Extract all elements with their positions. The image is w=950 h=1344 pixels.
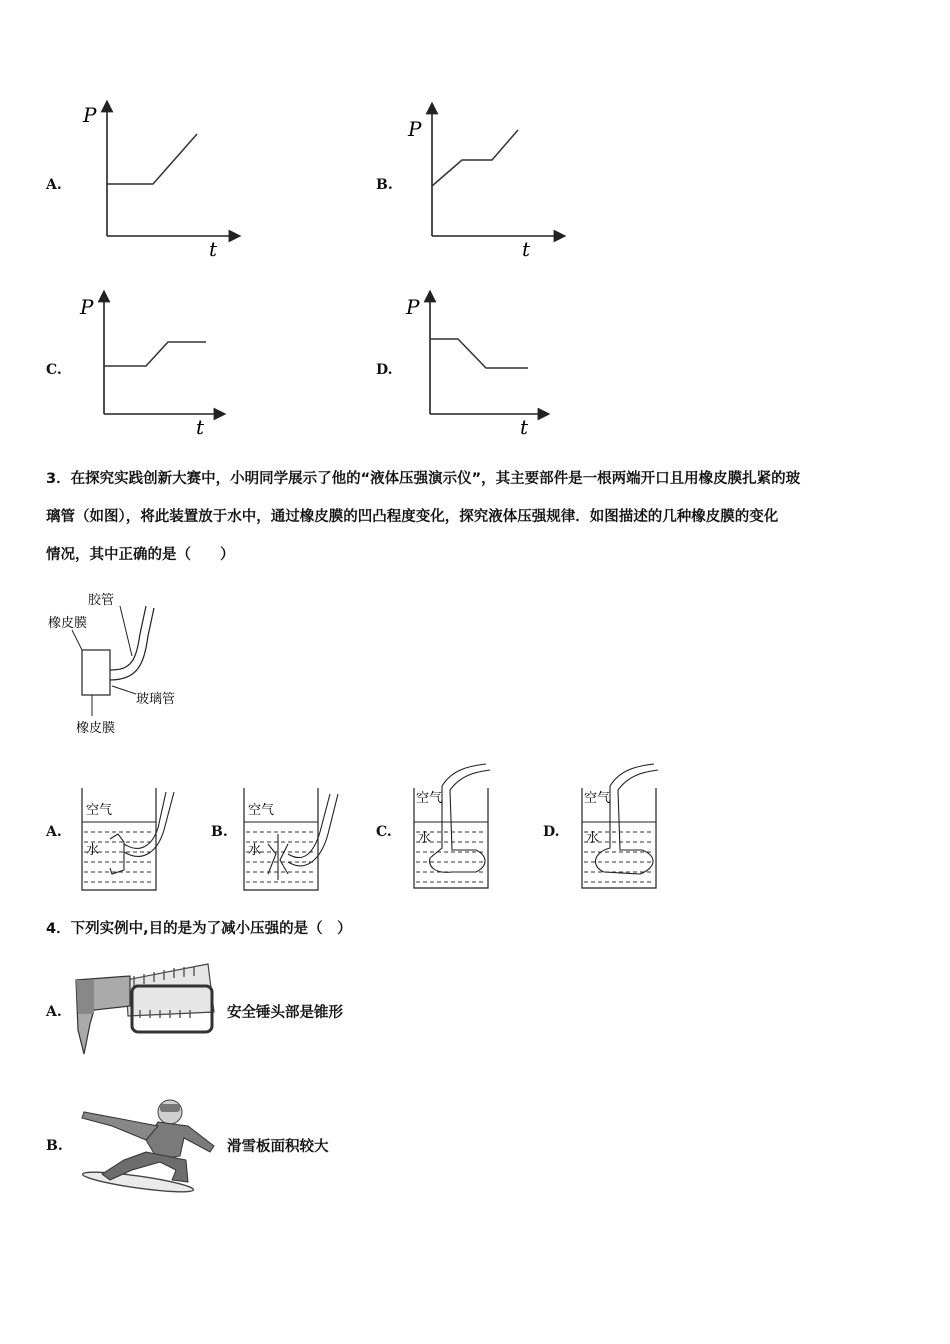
hose-label: 胶管 xyxy=(88,593,115,608)
t-axis-label: t xyxy=(196,415,205,438)
graph-d-line xyxy=(430,339,528,368)
membrane-shape xyxy=(268,834,288,880)
q4-option-a-label: A. xyxy=(46,1004,62,1020)
beaker-c xyxy=(412,762,522,894)
safety-hammer-image xyxy=(70,958,220,1062)
water-label: 水 xyxy=(586,831,600,846)
t-axis-label: t xyxy=(522,237,531,261)
question-3-line-3: 情况，其中正确的是（ ） xyxy=(46,547,235,563)
water-label: 水 xyxy=(418,831,432,846)
rubber-hose xyxy=(442,764,490,790)
air-label: 空气 xyxy=(416,791,443,806)
graph-option-d-label: D. xyxy=(376,362,393,378)
water-label: 水 xyxy=(86,843,100,858)
air-label: 空气 xyxy=(248,803,275,818)
air-label: 空气 xyxy=(584,791,611,806)
membrane-shape xyxy=(110,834,124,874)
q3-option-b-label: B. xyxy=(211,824,228,840)
graph-b xyxy=(400,100,580,265)
q3-option-a-label: A. xyxy=(46,824,62,840)
glass-tube-label: 玻璃管 xyxy=(136,692,176,707)
pointer-line xyxy=(72,630,82,650)
q4-option-b-label: B. xyxy=(46,1138,63,1154)
p-axis-label: P xyxy=(80,295,94,319)
air-label: 空气 xyxy=(86,803,113,818)
graph-c xyxy=(72,288,252,438)
q4-option-b-text: 滑雪板面积较大 xyxy=(227,1139,329,1155)
beaker-b xyxy=(242,784,352,896)
t-axis-label: t xyxy=(209,237,218,261)
pointer-line xyxy=(112,686,136,694)
question-4-stem: 4．下列实例中,目的是为了减小压强的是（ ） xyxy=(46,921,352,937)
q3-option-c-label: C. xyxy=(376,824,392,840)
graph-a xyxy=(75,98,255,263)
p-axis-label: P xyxy=(83,103,97,127)
rubber-hose xyxy=(610,764,658,790)
apparatus-diagram xyxy=(40,584,210,744)
graph-option-a-label: A. xyxy=(46,177,62,193)
p-axis-label: P xyxy=(406,295,420,319)
graph-c-line xyxy=(104,342,206,366)
graph-option-c-label: C. xyxy=(46,362,62,378)
p-axis-label: P xyxy=(408,117,422,141)
water-label: 水 xyxy=(248,843,262,858)
graph-a-line xyxy=(107,134,197,184)
membrane-top-label: 橡皮膜 xyxy=(48,616,88,631)
rubber-hose xyxy=(288,794,330,858)
rubber-hose xyxy=(288,794,338,866)
q3-option-d-label: D. xyxy=(543,824,560,840)
question-3-line-2: 璃管（如图），将此装置放于水中，通过橡皮膜的凹凸程度变化，探究液体压强规律．如图描述的几种橡皮膜的变化 xyxy=(46,509,779,525)
snowboarder-image xyxy=(76,1090,226,1198)
t-axis-label: t xyxy=(520,415,529,438)
beaker-a xyxy=(80,784,190,896)
graph-b-line xyxy=(432,130,518,186)
beaker-d xyxy=(580,762,690,894)
q4-option-a-text: 安全锤头部是锥形 xyxy=(227,1005,343,1021)
graph-option-b-label: B. xyxy=(376,177,393,193)
membrane-bottom-label: 橡皮膜 xyxy=(76,721,116,736)
pointer-line xyxy=(120,606,132,656)
question-3-line-1: 3．在探究实践创新大赛中，小明同学展示了他的“液体压强演示仪”，其主要部件是一根两端开口且用橡皮膜扎紧的玻 xyxy=(46,471,801,487)
graph-d xyxy=(400,288,580,438)
rubber-hose xyxy=(124,792,174,856)
question-3 xyxy=(46,460,926,574)
glass-tube xyxy=(82,650,110,695)
